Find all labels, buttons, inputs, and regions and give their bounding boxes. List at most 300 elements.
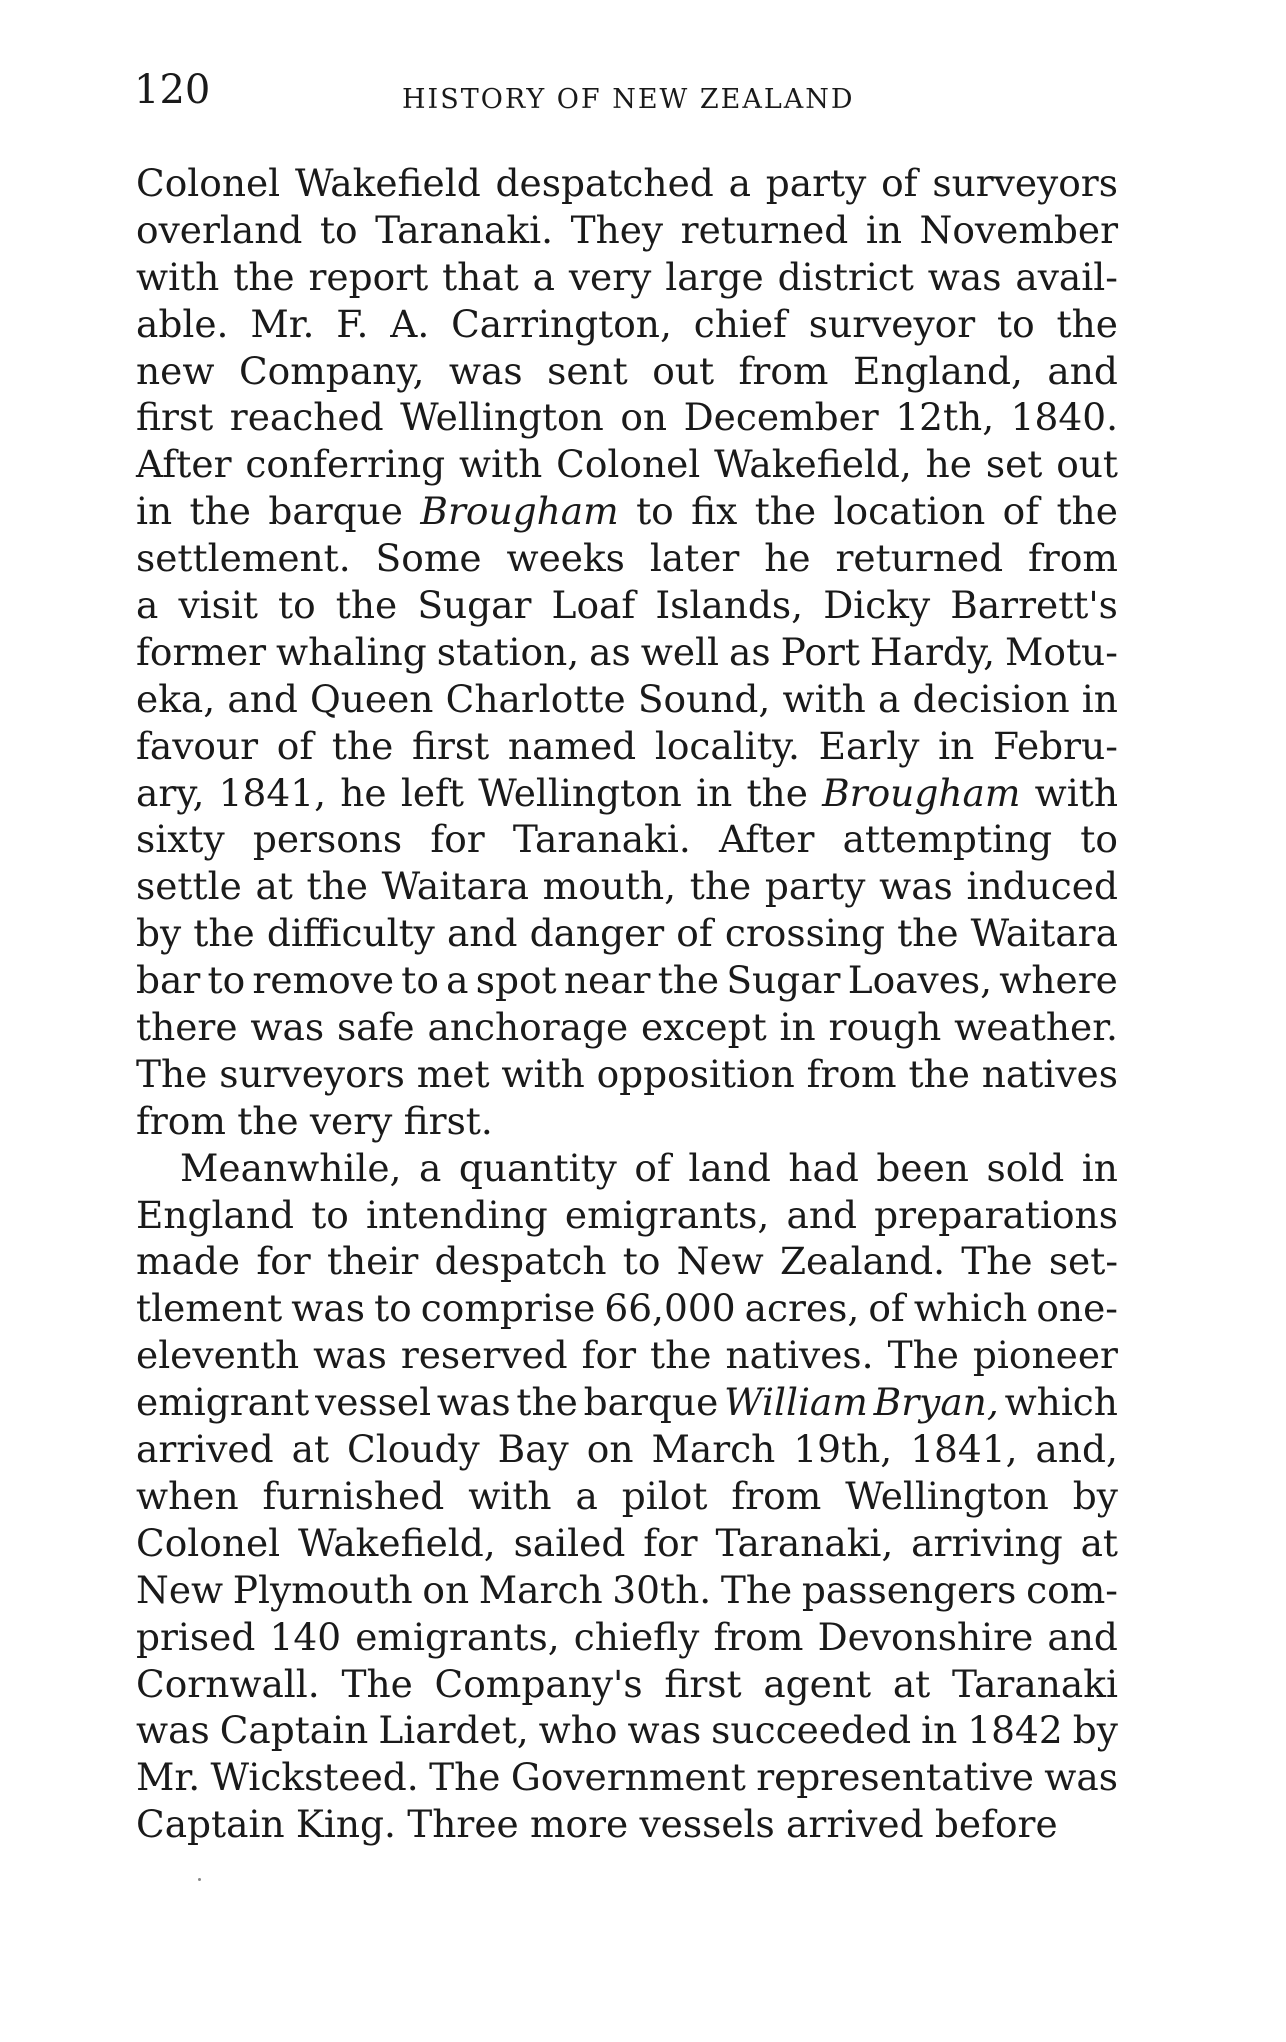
word: he bbox=[340, 770, 387, 815]
word: weather. bbox=[954, 1005, 1118, 1050]
word: was bbox=[448, 348, 523, 393]
word: sent bbox=[547, 348, 628, 393]
word: King. bbox=[295, 1802, 396, 1847]
text-line bbox=[136, 816, 1118, 863]
text-line bbox=[136, 1426, 1118, 1473]
word: com- bbox=[1026, 1567, 1118, 1612]
word: locality. bbox=[654, 723, 800, 768]
word: Sound, bbox=[637, 676, 771, 721]
word: Wellington bbox=[478, 770, 682, 815]
word: was bbox=[250, 1005, 325, 1050]
word: Carrington, bbox=[451, 301, 672, 346]
word: in bbox=[938, 723, 975, 768]
word: a bbox=[532, 254, 555, 299]
word: and bbox=[1047, 348, 1118, 393]
word: and, bbox=[1035, 1427, 1118, 1472]
word: Cloudy bbox=[347, 1427, 480, 1472]
word: the bbox=[189, 489, 251, 534]
word: Wicksteed. bbox=[210, 1755, 419, 1800]
body-text bbox=[136, 160, 1118, 1848]
word: first bbox=[411, 723, 490, 768]
word: set bbox=[985, 442, 1043, 487]
word: The bbox=[720, 1567, 793, 1612]
word: weeks bbox=[506, 536, 625, 581]
word: very bbox=[568, 254, 652, 299]
word: Meanwhile, bbox=[180, 1145, 402, 1190]
word: passengers bbox=[801, 1567, 1017, 1612]
word: the bbox=[1056, 489, 1118, 534]
word: the bbox=[331, 723, 394, 768]
word: prised bbox=[136, 1614, 256, 1659]
word: Taranaki. bbox=[512, 817, 691, 862]
text-line bbox=[136, 301, 1118, 348]
word: to bbox=[311, 1192, 349, 1237]
word: spot bbox=[475, 958, 557, 1003]
word: in bbox=[1081, 676, 1118, 721]
word: that bbox=[442, 254, 519, 299]
word: tlement bbox=[136, 1286, 283, 1331]
word: Liardet, bbox=[378, 1708, 529, 1753]
word: Mr. bbox=[250, 301, 315, 346]
word: first bbox=[136, 395, 214, 440]
word: Brougham bbox=[822, 770, 1021, 815]
word: to bbox=[997, 301, 1035, 346]
word: at bbox=[1080, 1520, 1118, 1565]
word: a bbox=[575, 1473, 598, 1518]
text-line bbox=[136, 723, 1118, 770]
word: the bbox=[237, 1098, 299, 1143]
word: to bbox=[278, 583, 316, 628]
word: barque bbox=[268, 489, 403, 534]
word: for bbox=[430, 817, 485, 862]
word: to bbox=[1080, 817, 1118, 862]
word: surveyors bbox=[932, 161, 1118, 205]
word: conferring bbox=[245, 442, 446, 487]
word: with bbox=[782, 676, 866, 721]
word: Sugar bbox=[726, 958, 841, 1003]
word: large bbox=[665, 254, 764, 299]
word: in bbox=[779, 1005, 816, 1050]
word: was bbox=[291, 1286, 365, 1331]
word: and bbox=[446, 911, 518, 956]
word: before bbox=[934, 1802, 1058, 1847]
word: 1842 bbox=[967, 1708, 1063, 1753]
word: of bbox=[676, 911, 713, 956]
text-line bbox=[136, 1145, 1118, 1192]
word: natives bbox=[981, 1051, 1118, 1096]
word: Waitara bbox=[970, 911, 1118, 956]
print-speck bbox=[198, 1878, 201, 1881]
word: there bbox=[136, 1005, 238, 1050]
word: favour bbox=[136, 723, 259, 768]
word: returned bbox=[680, 207, 849, 252]
word: Three bbox=[407, 1802, 519, 1847]
word: rough bbox=[828, 1005, 942, 1050]
word: Cornwall. bbox=[136, 1661, 320, 1706]
word: by bbox=[1072, 1473, 1118, 1518]
word: Wakefield, bbox=[714, 442, 912, 487]
text-line bbox=[136, 160, 1118, 207]
text-line bbox=[136, 535, 1118, 582]
word: at bbox=[892, 1661, 931, 1706]
word: a bbox=[418, 1145, 442, 1190]
text-line bbox=[136, 582, 1118, 629]
word: New bbox=[676, 1239, 764, 1284]
word: emigrants, bbox=[564, 1192, 770, 1237]
word: of bbox=[1002, 489, 1040, 534]
word: where bbox=[999, 958, 1118, 1003]
word: difficulty bbox=[266, 911, 435, 956]
word: was bbox=[1044, 1755, 1118, 1800]
word: surveyor bbox=[808, 301, 976, 346]
word: Company, bbox=[238, 348, 425, 393]
word: in bbox=[865, 207, 902, 252]
word: well bbox=[640, 629, 720, 674]
word: he bbox=[925, 442, 973, 487]
word: vessels bbox=[639, 1802, 775, 1847]
word: a bbox=[136, 583, 159, 628]
word: and bbox=[1047, 1614, 1118, 1659]
word: Wakefield bbox=[294, 161, 481, 205]
word: Islands, bbox=[655, 583, 804, 628]
word: Colonel bbox=[136, 161, 281, 205]
word: when bbox=[136, 1473, 239, 1518]
word: comprise bbox=[420, 1286, 596, 1331]
word: Some bbox=[375, 536, 482, 581]
word: Port bbox=[780, 629, 860, 674]
word: quantity bbox=[458, 1145, 617, 1190]
word: for bbox=[643, 1520, 698, 1565]
word: land bbox=[688, 1145, 771, 1190]
word: on bbox=[620, 395, 668, 440]
word: safe bbox=[336, 1005, 415, 1050]
word: Wellington bbox=[400, 395, 604, 440]
word: 66,000 bbox=[604, 1286, 736, 1331]
text-line bbox=[136, 629, 1118, 676]
word: party bbox=[764, 864, 866, 909]
word: The bbox=[429, 1755, 501, 1800]
word: Bay bbox=[497, 1427, 569, 1472]
word: pilot bbox=[621, 1473, 708, 1518]
paragraph bbox=[136, 1145, 1118, 1848]
word: at bbox=[255, 864, 293, 909]
text-line bbox=[136, 1332, 1118, 1379]
word: a bbox=[446, 958, 469, 1003]
word: was bbox=[927, 254, 1002, 299]
word: chiefly bbox=[573, 1614, 700, 1659]
word: their bbox=[326, 1239, 419, 1284]
text-line bbox=[136, 1520, 1118, 1567]
word: despatched bbox=[495, 161, 714, 205]
word: crossing bbox=[724, 911, 886, 956]
word: 1841, bbox=[910, 1427, 1018, 1472]
word: After bbox=[136, 442, 232, 487]
word: he bbox=[764, 536, 811, 581]
word: Waitara bbox=[381, 864, 529, 909]
word: Febru- bbox=[993, 723, 1118, 768]
word: made bbox=[136, 1239, 241, 1284]
word: returned bbox=[835, 536, 1004, 581]
word: by bbox=[136, 911, 182, 956]
word: anchorage bbox=[427, 1005, 629, 1050]
word: The bbox=[136, 1051, 208, 1096]
word: a bbox=[877, 676, 901, 721]
word: in bbox=[136, 489, 173, 534]
word: left bbox=[400, 770, 464, 815]
word: one- bbox=[1036, 1286, 1118, 1331]
word: later bbox=[649, 536, 740, 581]
word: the bbox=[746, 770, 808, 815]
word: to bbox=[622, 1239, 661, 1284]
word: was bbox=[879, 864, 953, 909]
word: Barrett's bbox=[950, 583, 1118, 628]
word: Charlotte bbox=[445, 676, 626, 721]
word: emigrants, bbox=[355, 1614, 560, 1659]
word: to bbox=[636, 489, 674, 534]
word: in bbox=[1081, 1145, 1118, 1190]
word: bar bbox=[136, 958, 201, 1003]
word: which bbox=[913, 1286, 1028, 1331]
word: to bbox=[319, 207, 358, 252]
text-line bbox=[136, 1614, 1118, 1661]
word: except bbox=[641, 1005, 767, 1050]
word: arrived bbox=[786, 1802, 924, 1847]
text-line bbox=[136, 1801, 1118, 1848]
word: Zealand. bbox=[779, 1239, 946, 1284]
word: Mr. bbox=[136, 1755, 201, 1800]
word: Wellington bbox=[845, 1473, 1049, 1518]
word: arriving bbox=[911, 1520, 1063, 1565]
text-line bbox=[136, 441, 1118, 488]
word: the bbox=[306, 864, 368, 909]
word: from bbox=[1028, 536, 1118, 581]
word: December bbox=[683, 395, 879, 440]
word: intending bbox=[366, 1192, 548, 1237]
word: Wakefield, bbox=[298, 1520, 496, 1565]
word: the bbox=[908, 1051, 970, 1096]
word: New bbox=[136, 1567, 224, 1612]
word: with bbox=[136, 254, 220, 299]
word: met bbox=[416, 1051, 490, 1096]
word: to bbox=[374, 1286, 412, 1331]
text-line bbox=[136, 1661, 1118, 1708]
word: of bbox=[634, 1145, 671, 1190]
word: in bbox=[921, 1708, 958, 1753]
word: After bbox=[718, 817, 815, 862]
word: the bbox=[650, 1333, 712, 1378]
word: was bbox=[436, 1380, 511, 1425]
text-line bbox=[136, 957, 1118, 1004]
word: out bbox=[1056, 442, 1118, 487]
page-number: 120 bbox=[134, 67, 211, 113]
word: Captain bbox=[136, 1802, 285, 1847]
word: the bbox=[689, 864, 752, 909]
word: with bbox=[1034, 770, 1118, 815]
word: despatch bbox=[434, 1239, 607, 1284]
word: and bbox=[786, 1192, 857, 1237]
word: November bbox=[919, 207, 1118, 252]
word: barque bbox=[583, 1380, 719, 1425]
word: natives. bbox=[725, 1333, 874, 1378]
word: succeeded bbox=[711, 1708, 912, 1753]
word: acres, bbox=[744, 1286, 860, 1331]
word: was bbox=[627, 1708, 702, 1753]
text-line bbox=[136, 207, 1118, 254]
word: of bbox=[881, 161, 918, 205]
word: former bbox=[136, 629, 267, 674]
text-line bbox=[136, 1004, 1118, 1051]
word: reserved bbox=[400, 1333, 568, 1378]
word: England, bbox=[852, 348, 1023, 393]
paragraph bbox=[136, 160, 1118, 1145]
word: danger bbox=[529, 911, 665, 956]
word: reached bbox=[229, 395, 384, 440]
word: ary, bbox=[136, 770, 205, 815]
text-line bbox=[136, 348, 1118, 395]
word: of bbox=[868, 1286, 905, 1331]
word: the bbox=[657, 958, 720, 1003]
word: of bbox=[276, 723, 314, 768]
word: set- bbox=[1048, 1239, 1118, 1284]
word: as bbox=[589, 629, 631, 674]
word: pioneer bbox=[972, 1333, 1118, 1378]
word: 30th. bbox=[612, 1567, 712, 1612]
word: surveyors bbox=[219, 1051, 405, 1096]
word: location bbox=[833, 489, 986, 534]
word: settlement. bbox=[136, 536, 351, 581]
word: the bbox=[233, 254, 295, 299]
word: Brougham bbox=[420, 489, 619, 534]
word: agent bbox=[763, 1661, 872, 1706]
word: named bbox=[507, 723, 637, 768]
word: Colonel bbox=[136, 1520, 281, 1565]
word: Sugar bbox=[417, 583, 532, 628]
word: furnished bbox=[262, 1473, 445, 1518]
word: the bbox=[897, 911, 959, 956]
word: first bbox=[664, 1661, 742, 1706]
word: with bbox=[501, 1051, 585, 1096]
word: attempting bbox=[842, 817, 1053, 862]
word: in bbox=[696, 770, 733, 815]
word: 1841, bbox=[218, 770, 327, 815]
word: Motu- bbox=[1005, 629, 1118, 674]
text-line bbox=[136, 1754, 1118, 1801]
word: overland bbox=[136, 207, 303, 252]
word: at bbox=[291, 1427, 330, 1472]
word: They bbox=[570, 207, 664, 252]
text-line bbox=[136, 254, 1118, 301]
word: on bbox=[586, 1427, 634, 1472]
word: Queen bbox=[310, 676, 434, 721]
word: from bbox=[806, 1051, 897, 1096]
word: chief bbox=[693, 301, 787, 346]
word: first. bbox=[403, 1098, 493, 1143]
word: party bbox=[765, 161, 867, 205]
word: the bbox=[335, 583, 398, 628]
word: sixty bbox=[136, 817, 225, 862]
word: March bbox=[651, 1427, 776, 1472]
word: Company's bbox=[434, 1661, 643, 1706]
word: F. bbox=[336, 301, 369, 346]
word: been bbox=[876, 1145, 969, 1190]
word: The bbox=[961, 1239, 1033, 1284]
word: fix bbox=[691, 489, 738, 534]
word: for bbox=[256, 1239, 311, 1284]
text-line bbox=[136, 394, 1118, 441]
word: more bbox=[529, 1802, 629, 1847]
word: Devonshire bbox=[817, 1614, 1034, 1659]
word: district bbox=[777, 254, 914, 299]
text-line bbox=[136, 1098, 1118, 1145]
word: eleventh bbox=[136, 1333, 300, 1378]
text-line bbox=[136, 1473, 1118, 1520]
text-line bbox=[136, 1238, 1118, 1285]
word: settle bbox=[136, 864, 242, 909]
word: visit bbox=[178, 583, 258, 628]
word: Government bbox=[510, 1755, 746, 1800]
word: The bbox=[341, 1661, 413, 1706]
word: England bbox=[136, 1192, 295, 1237]
word: induced bbox=[966, 864, 1118, 909]
word: decision bbox=[912, 676, 1070, 721]
word: with bbox=[468, 1473, 552, 1518]
word: for bbox=[581, 1333, 637, 1378]
word: from bbox=[731, 1473, 822, 1518]
text-line bbox=[136, 1567, 1118, 1614]
word: avail- bbox=[1015, 254, 1118, 299]
word: was bbox=[313, 1333, 387, 1378]
word: with bbox=[458, 442, 543, 487]
running-head: HISTORY OF NEW ZEALAND bbox=[402, 84, 855, 115]
word: vessel bbox=[315, 1380, 432, 1425]
word: March bbox=[478, 1567, 603, 1612]
text-line bbox=[136, 488, 1118, 535]
word: William bbox=[724, 1380, 868, 1425]
word: sailed bbox=[513, 1520, 626, 1565]
word: The bbox=[887, 1333, 959, 1378]
word: to bbox=[401, 958, 439, 1003]
word: to bbox=[207, 958, 246, 1003]
word: had bbox=[788, 1145, 859, 1190]
word: by bbox=[1072, 1708, 1118, 1753]
word: eka, bbox=[136, 676, 216, 721]
word: 12th, bbox=[895, 395, 995, 440]
word: arrived bbox=[136, 1427, 274, 1472]
word: emigrant bbox=[136, 1380, 310, 1425]
word: remove bbox=[252, 958, 395, 1003]
text-line bbox=[136, 863, 1118, 910]
word: opposition bbox=[596, 1051, 795, 1096]
word: Loaf bbox=[551, 583, 636, 628]
word: mouth, bbox=[542, 864, 677, 909]
word: the bbox=[193, 911, 255, 956]
text-line bbox=[136, 1379, 1118, 1426]
word: the bbox=[516, 1380, 578, 1425]
word: A. bbox=[390, 301, 430, 346]
text-line bbox=[136, 1707, 1118, 1754]
word: the bbox=[1056, 301, 1118, 346]
word: Taranaki. bbox=[375, 207, 554, 252]
text-line bbox=[136, 676, 1118, 723]
word: and bbox=[227, 676, 298, 721]
word: station, bbox=[436, 629, 580, 674]
word: Taranaki, bbox=[715, 1520, 894, 1565]
word: near bbox=[563, 958, 651, 1003]
word: Dicky bbox=[823, 583, 931, 628]
word: was bbox=[136, 1708, 210, 1753]
word: from bbox=[738, 348, 829, 393]
word: the bbox=[754, 489, 817, 534]
